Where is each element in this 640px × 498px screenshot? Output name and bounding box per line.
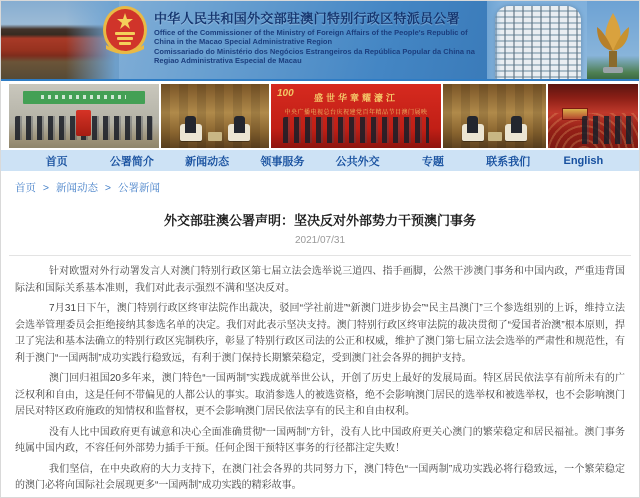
- tea-table: [488, 132, 502, 141]
- breadcrumb-news[interactable]: 新闻动态: [55, 182, 98, 194]
- article-paragraph-4: 没有人比中国政府更有诚意和决心全面准确贯彻“一国两制”方针，没有人比中国政府更关心澳门的繁荣稳定和居民福祉。澳门事务纯属中国内政，不容任何外部势力插手干预。任何企图干预特区事务的行径都注定失败！: [15, 426, 625, 454]
- nav-item-news[interactable]: 新闻动态: [185, 155, 230, 168]
- centenary-logo: 100: [277, 88, 294, 99]
- banner-photo-stage-event: [271, 84, 441, 148]
- golden-lotus-photo: [587, 1, 639, 79]
- photo-strip: [1, 81, 639, 150]
- nav-item-about[interactable]: 公署简介: [109, 155, 154, 168]
- national-emblem-icon: [102, 5, 148, 55]
- article-date: 2021/07/31: [294, 235, 346, 246]
- article-paragraph-5: 我们坚信，在中央政府的大力支持下，在澳门社会各界的共同努力下，澳门特色“一国两制”成功实践必将行稳致远，一个繁荣稳定的澳门必将向国际社会展现更多“一国两制”成功实践的精彩故事。: [15, 463, 625, 491]
- stage-event-title: 盛世华章耀濠江: [313, 93, 398, 103]
- stage-crowd: [283, 117, 429, 143]
- nav-item-home[interactable]: 首页: [45, 155, 68, 168]
- official-figure: [467, 116, 478, 133]
- article-paragraph-1: 针对欧盟对外行动署发言人对澳门特别行政区第七届立法会选举说三道四、指手画脚，公然干涉澳门事务和中国内政，严重违背国际法和国际关系基本准则，我们对此表示强烈不满和坚决反对。: [15, 266, 625, 294]
- site-header: [1, 1, 639, 79]
- breadcrumb-office-news[interactable]: 公署新闻: [117, 182, 160, 194]
- nav-item-english[interactable]: English: [563, 154, 604, 167]
- nav-item-consular-services[interactable]: 领事服务: [260, 155, 305, 168]
- nav-item-topics[interactable]: 专题: [421, 155, 444, 168]
- office-building-photo: [487, 1, 589, 79]
- main-nav: [1, 150, 639, 171]
- red-podium: [76, 110, 91, 136]
- tea-table: [208, 132, 222, 141]
- official-figure: [511, 116, 522, 133]
- site-title: 中华人民共和国外交部驻澳门特别行政区特派员公署: [154, 11, 460, 26]
- green-banner: [23, 91, 145, 104]
- official-figure: [234, 116, 245, 133]
- banner-photo-meeting-1: [161, 84, 269, 148]
- banner-photo-meeting-2: [443, 84, 546, 148]
- stage-event-subtitle: 中央广播电视总台庆祝建党百年精品节目澳门展映: [284, 110, 428, 116]
- nav-item-contact[interactable]: 联系我们: [486, 155, 531, 168]
- breadcrumb-home[interactable]: 首页: [15, 182, 36, 194]
- reception-crowd: [582, 116, 634, 144]
- breadcrumb-separator: >: [104, 182, 112, 194]
- breadcrumb: [15, 180, 639, 195]
- article: [1, 195, 639, 498]
- title-divider: [9, 255, 631, 256]
- article-title: 外交部驻澳公署声明：坚决反对外部势力干预澳门事务: [163, 213, 476, 228]
- banner-photo-reception: [548, 84, 638, 148]
- article-paragraph-2: 7月31日下午，澳门特别行政区终审法院作出裁决，驳回“学社前进”“新澳门进步协会”“民主昌澳门”三个参选组别的上诉，维持立法会选举管理委员会拒绝接纳其参选名单的决定。我们对此表示坚决支持。澳门特别行政区终审法院的裁决贯彻了“爱国者治澳”根本原则，捍卫了宪法和基本法确立的特别行政区宪制秩序，彰显了特别行政区司法的公正和权威，维护了澳门第七届立法会选举的严肃性和规范性，有利于澳门“一国两制”成功实践行稳致远，有利于澳门保持长期繁荣稳定，受到澳门社会各界的拥护支持。: [15, 303, 625, 364]
- site-subtitle-pt: Comissariado do Ministério dos Negócios Estrangeiros da República Popular da China na Regiao Administrativa Especial de Macau: [154, 47, 475, 65]
- site-title-block: [154, 8, 489, 65]
- banner-photo-ceremony: [9, 84, 159, 148]
- nav-item-public-diplomacy[interactable]: 公共外交: [335, 155, 380, 168]
- breadcrumb-separator: >: [42, 182, 50, 194]
- site-subtitle-en: Office of the Commissioner of the Ministry of Foreign Affairs of the People's Republic of China in the Macao Special Administrative Region: [154, 28, 468, 46]
- article-paragraph-3: 澳门回归祖国20多年来，澳门特色“一国两制”实践成就举世公认，开创了历史上最好的发展局面。特区居民依法享有前所未有的广泛权利和自由，这是任何不带偏见的人都公认的事实。取消参选人的被选资格，绝不会影响澳门居民的选举权和被选举权，也不会影响澳门居民对特区政府施政的知情权和监督权，更不会影响澳门居民依法享有的民主和自由权利。: [15, 373, 625, 417]
- official-figure: [185, 116, 196, 133]
